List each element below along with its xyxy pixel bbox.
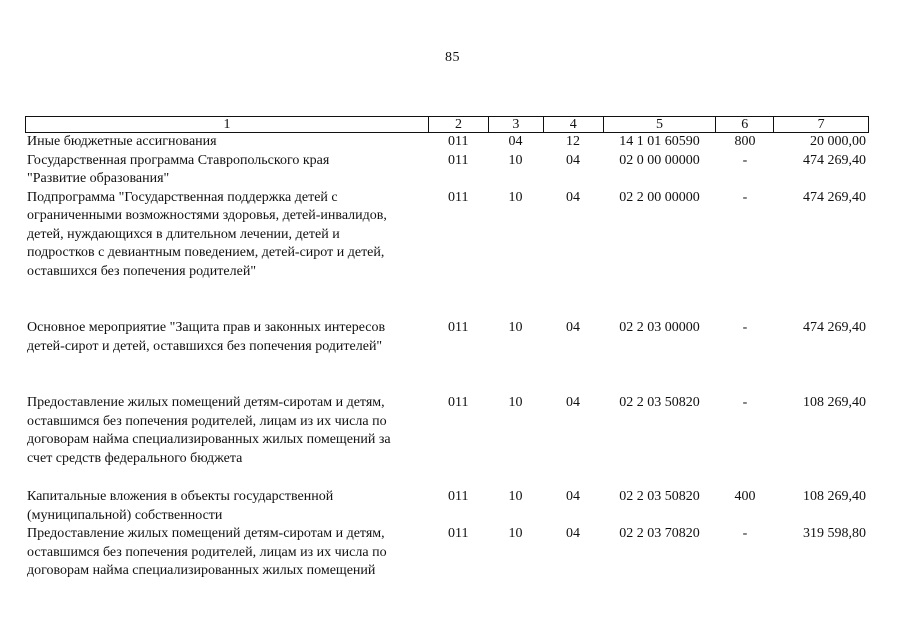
- row-name-line: оставшимся без попечения родителей, лицам из их числа по: [27, 413, 387, 429]
- header-cell-1: 1: [223, 117, 231, 132]
- amount-column-7: 108 269,40: [803, 489, 866, 504]
- row-name-line: детей, нуждающихся в длительном лечении, детей и: [27, 226, 340, 242]
- row-name-line: Предоставление жилых помещений детям-сиротам и детям,: [27, 526, 385, 541]
- row-name-line: детей-сирот и детей, оставшихся без попечения родителей": [27, 338, 383, 354]
- code-column-6: -: [742, 189, 748, 205]
- code-column-3: 10: [508, 489, 523, 504]
- header-cell-3: 3: [488, 117, 543, 132]
- page-number: 85: [445, 50, 460, 65]
- table-row: [25, 152, 869, 189]
- row-name: [25, 488, 428, 525]
- code-column-2: 011: [448, 189, 469, 205]
- amount-column-7: 474 269,40: [803, 152, 866, 168]
- row-name-line: оставшихся без попечения родителей": [27, 263, 257, 279]
- header-cell-6: 6: [715, 117, 773, 132]
- row-name-line: Капитальные вложения в объекты государственной: [27, 489, 334, 504]
- row-name-line: ограниченными возможностями здоровья, детей-инвалидов,: [27, 208, 387, 223]
- table-row: [25, 488, 869, 525]
- header-cell-5: 5: [603, 117, 716, 132]
- budget-table: [25, 116, 869, 581]
- code-column-5: 02 2 03 70820: [619, 526, 700, 541]
- row-name: [25, 133, 428, 152]
- row-name: [25, 525, 428, 581]
- table-row: [25, 189, 869, 282]
- row-name: [25, 189, 428, 282]
- row-name-line: Иные бюджетные ассигнования: [27, 134, 217, 149]
- code-column-3: 10: [508, 152, 523, 168]
- code-column-2: 011: [448, 489, 469, 504]
- code-column-3: 10: [508, 395, 523, 410]
- code-column-5: 02 2 03 00000: [619, 320, 700, 335]
- row-name-line: Подпрограмма "Государственная поддержка детей с: [27, 189, 338, 205]
- table-row: [25, 394, 869, 468]
- code-column-2: 011: [448, 134, 469, 149]
- code-column-4: 04: [566, 526, 580, 541]
- code-column-6: -: [742, 320, 748, 335]
- amount-column-7: 474 269,40: [803, 189, 866, 205]
- header-cell-7: 7: [773, 117, 868, 132]
- amount-column-7: 108 269,40: [803, 395, 866, 410]
- code-column-3: 10: [508, 189, 523, 205]
- row-name-line: "Развитие образования": [27, 171, 170, 186]
- row-name-line: договорам найма специализированных жилых помещений за: [27, 432, 391, 447]
- row-name-line: подростков с девиантным поведением, детей-сирот и детей,: [27, 245, 385, 260]
- amount-column-7: 20 000,00: [810, 134, 866, 149]
- row-name-line: оставшимся без попечения родителей, лицам из их числа по: [27, 544, 387, 560]
- code-column-6: 800: [734, 134, 756, 149]
- amount-column-7: 474 269,40: [803, 320, 866, 335]
- code-column-6: -: [742, 526, 748, 541]
- code-column-2: 011: [448, 526, 469, 541]
- code-column-4: 12: [566, 134, 580, 149]
- code-column-4: 04: [566, 320, 580, 335]
- table-body: [25, 133, 869, 581]
- row-name: [25, 394, 428, 468]
- code-column-6: -: [742, 152, 748, 168]
- table-row: [25, 133, 869, 152]
- row-name: [25, 152, 428, 189]
- header-cell-4: 4: [543, 117, 603, 132]
- code-column-6: -: [742, 395, 748, 410]
- code-column-2: 011: [448, 152, 469, 168]
- table-row: [25, 525, 869, 581]
- code-column-5: 02 2 03 50820: [619, 489, 700, 504]
- header-cell-2: 2: [428, 117, 488, 132]
- code-column-6: 400: [734, 489, 756, 504]
- code-column-5: 02 2 03 50820: [619, 395, 700, 410]
- code-column-4: 04: [566, 395, 580, 410]
- code-column-4: 04: [566, 189, 580, 205]
- code-column-3: 10: [508, 320, 523, 335]
- row-name-line: (муниципальной) собственности: [27, 507, 223, 523]
- row-name-line: договорам найма специализированных жилых помещений: [27, 563, 376, 578]
- row-name-line: Государственная программа Ставропольского края: [27, 152, 330, 168]
- code-column-5: 02 0 00 00000: [619, 152, 700, 168]
- row-name: [25, 319, 428, 356]
- table-row: [25, 319, 869, 356]
- table-header: [25, 116, 869, 133]
- code-column-4: 04: [566, 152, 580, 168]
- code-column-4: 04: [566, 489, 580, 504]
- row-name-line: Основное мероприятие "Защита прав и законных интересов: [27, 320, 386, 335]
- amount-column-7: 319 598,80: [803, 526, 866, 541]
- code-column-5: 14 1 01 60590: [619, 134, 700, 149]
- code-column-2: 011: [448, 320, 469, 335]
- code-column-5: 02 2 00 00000: [619, 189, 700, 205]
- row-name-line: Предоставление жилых помещений детям-сиротам и детям,: [27, 395, 385, 410]
- code-column-3: 10: [508, 526, 523, 541]
- code-column-3: 04: [508, 134, 523, 149]
- row-name-line: счет средств федерального бюджета: [27, 450, 243, 466]
- code-column-2: 011: [448, 395, 469, 410]
